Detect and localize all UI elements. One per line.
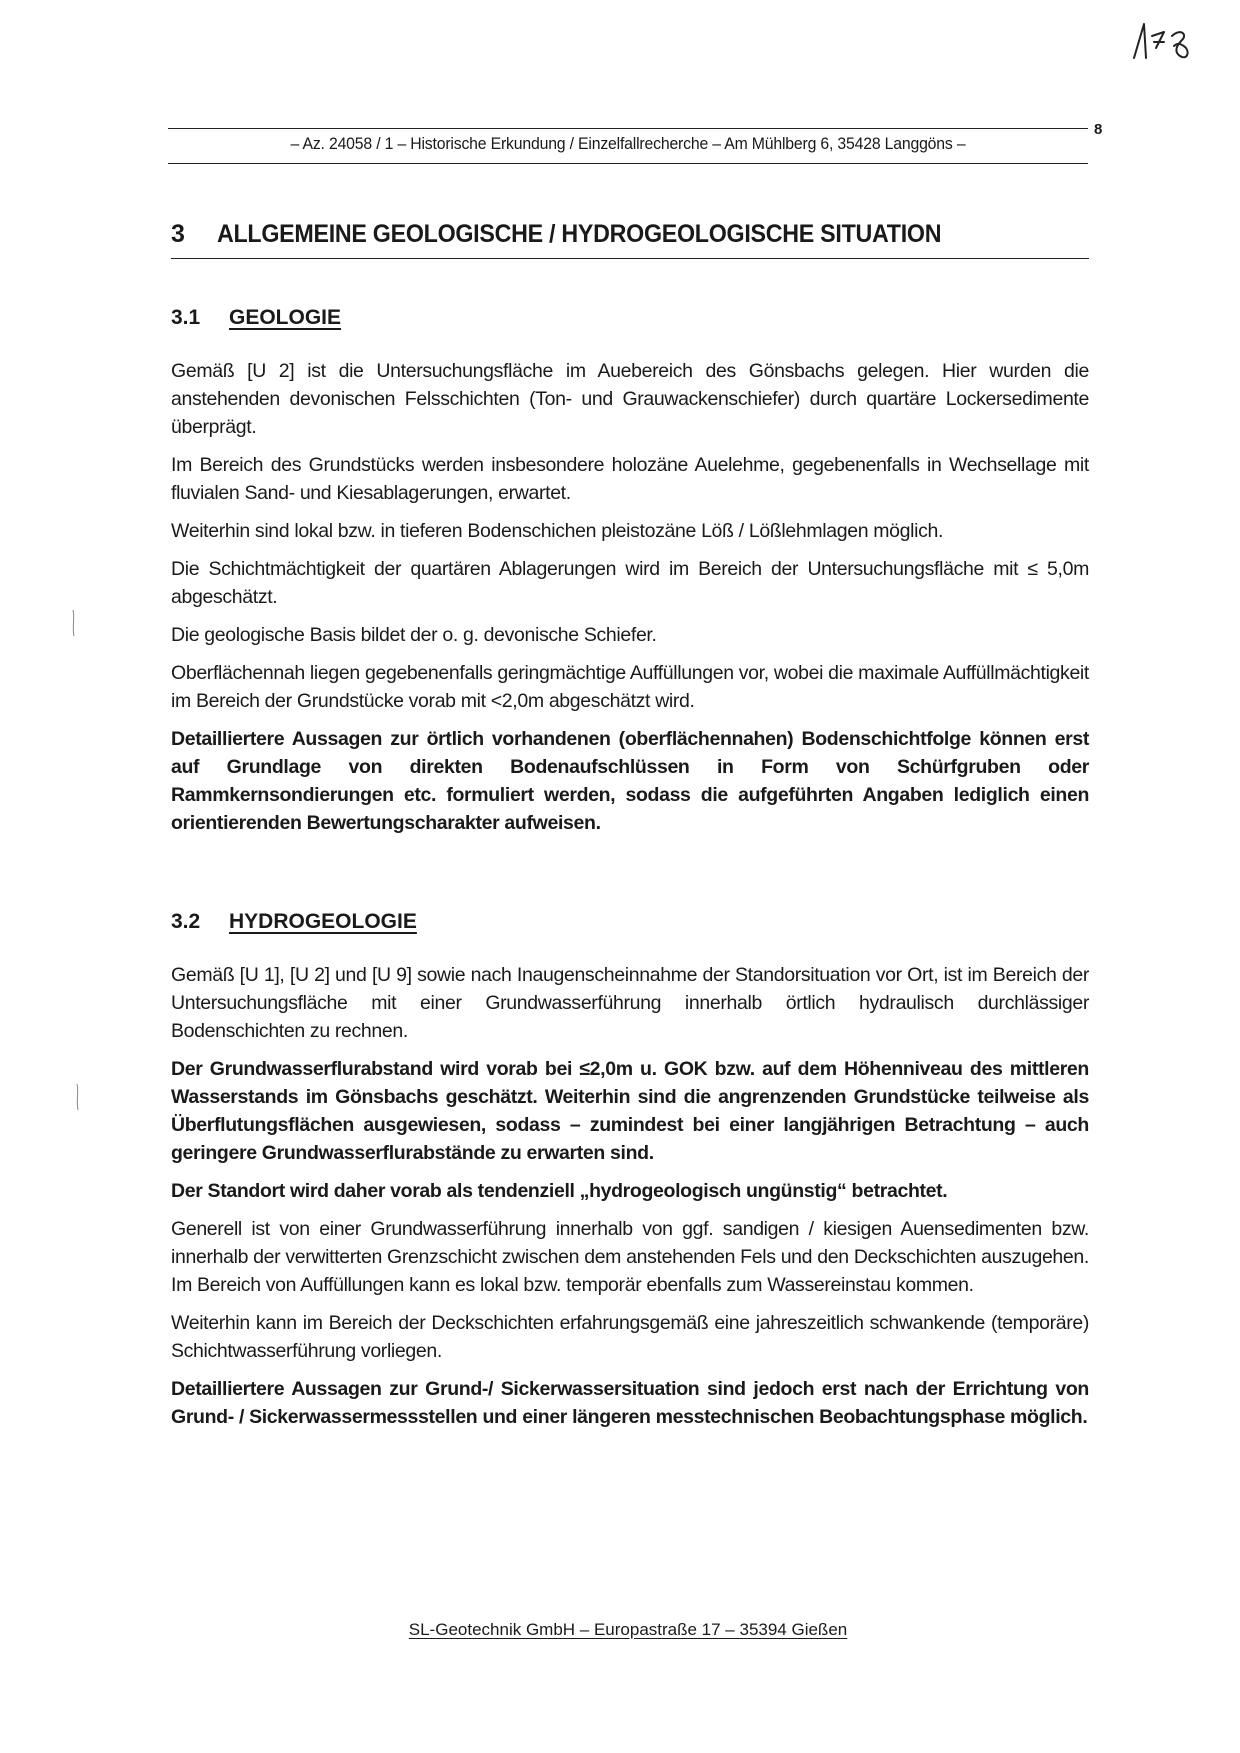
section-title: GEOLOGIE	[229, 306, 342, 329]
page-header	[168, 128, 1088, 164]
paragraph-emphasis: Der Standort wird daher vorab als tendenziell „hydrogeologisch ungünstig“ betrachtet.	[171, 1180, 948, 1202]
scan-artifact-mark	[76, 1082, 80, 1112]
section-title: HYDROGEOLOGIE	[229, 910, 417, 933]
scan-artifact-mark	[72, 608, 76, 638]
header-reference-text: – Az. 24058 / 1 – Historische Erkundung / Einzelfallrecherche – Am Mühlberg 6, 35428 Langgöns –	[290, 134, 966, 153]
chapter-heading	[171, 220, 1089, 259]
section-body-hydrogeologie	[171, 961, 1089, 1441]
paragraph: Die Schichtmächtigkeit der quartären Ablagerungen wird im Bereich der Untersuchungsfläche mit ≤ 5,0m abgeschätzt.	[171, 558, 1089, 608]
page-footer: SL-Geotechnik GmbH – Europastraße 17 – 35394 Gießen	[408, 1620, 848, 1639]
paragraph: Die geologische Basis bildet der o. g. devonische Schiefer.	[171, 624, 657, 646]
paragraph: Gemäß [U 1], [U 2] und [U 9] sowie nach Inaugenscheinnahme der Standorsituation vor Ort, ist im Bereich der Untersuchungsfläche mit einer Grundwasserführung innerhalb örtlich hydraulisch durchlässiger Bodenschichten zu rechnen.	[171, 964, 1089, 1042]
paragraph: Im Bereich des Grundstücks werden insbesondere holozäne Auelehme, gegebenenfalls in Wechsellage mit fluvialen Sand- und Kiesablagerungen, erwartet.	[171, 454, 1089, 504]
section-heading-hydrogeologie	[171, 910, 417, 934]
handwritten-page-annotation	[1128, 18, 1198, 62]
page-number: 8	[1094, 121, 1103, 138]
paragraph: Oberflächennah liegen gegebenenfalls geringmächtige Auffüllungen vor, wobei die maximale Auffüllmächtigkeit im Bereich der Grundstücke vorab mit <2,0m abgeschätzt wird.	[171, 662, 1089, 712]
paragraph: Weiterhin kann im Bereich der Deckschichten erfahrungsgemäß eine jahreszeitlich schwankende (temporäre) Schichtwasserführung vorliegen.	[171, 1312, 1089, 1362]
section-heading-geologie	[171, 306, 341, 330]
section-number: 3.2	[171, 910, 201, 933]
section-number: 3.1	[171, 306, 201, 329]
chapter-title: ALLGEMEINE GEOLOGISCHE / HYDROGEOLOGISCHE SITUATION	[217, 220, 942, 248]
paragraph: Gemäß [U 2] ist die Untersuchungsfläche im Auebereich des Gönsbachs gelegen. Hier wurden die anstehenden devonischen Felsschichten (Ton- und Grauwackenschiefer) durch quartäre Lockersedimente überprägt.	[171, 360, 1089, 438]
section-body-geologie	[171, 357, 1089, 847]
paragraph-emphasis: Detailliertere Aussagen zur Grund-/ Sickerwassersituation sind jedoch erst nach der Errichtung von Grund- / Sickerwassermessstellen und einer längeren messtechnischen Beobachtungsphase möglich.	[171, 1378, 1089, 1428]
paragraph-emphasis: Detailliertere Aussagen zur örtlich vorhandenen (oberflächennahen) Bodenschichtfolge können erst auf Grundlage von direkten Bodenaufschlüssen in Form von Schürfgruben oder Rammkernsondierungen etc. formuliert werden, sodass die aufgeführten Angaben lediglich einen orientierenden Bewertungscharakter aufweisen.	[171, 728, 1089, 834]
paragraph-emphasis: Der Grundwasserflurabstand wird vorab bei ≤2,0m u. GOK bzw. auf dem Höhenniveau des mittleren Wasserstands im Gönsbachs geschätzt. Weiterhin sind die angrenzenden Grundstücke teilweise als Überflutungsflächen ausgewiesen, sodass – zumindest bei einer langjährigen Betrachtung – auch geringere Grundwasserflurabstände zu erwarten sind.	[171, 1058, 1089, 1164]
paragraph: Weiterhin sind lokal bzw. in tieferen Bodenschichen pleistozäne Löß / Lößlehmlagen möglich.	[171, 520, 944, 542]
chapter-number: 3	[171, 220, 185, 248]
paragraph: Generell ist von einer Grundwasserführung innerhalb von ggf. sandigen / kiesigen Auensedimenten bzw. innerhalb der verwitterten Grenzschicht zwischen dem anstehenden Fels und den Deckschichten auszugehen. Im Bereich von Auffüllungen kann es lokal bzw. temporär ebenfalls zum Wassereinstau kommen.	[171, 1218, 1089, 1296]
